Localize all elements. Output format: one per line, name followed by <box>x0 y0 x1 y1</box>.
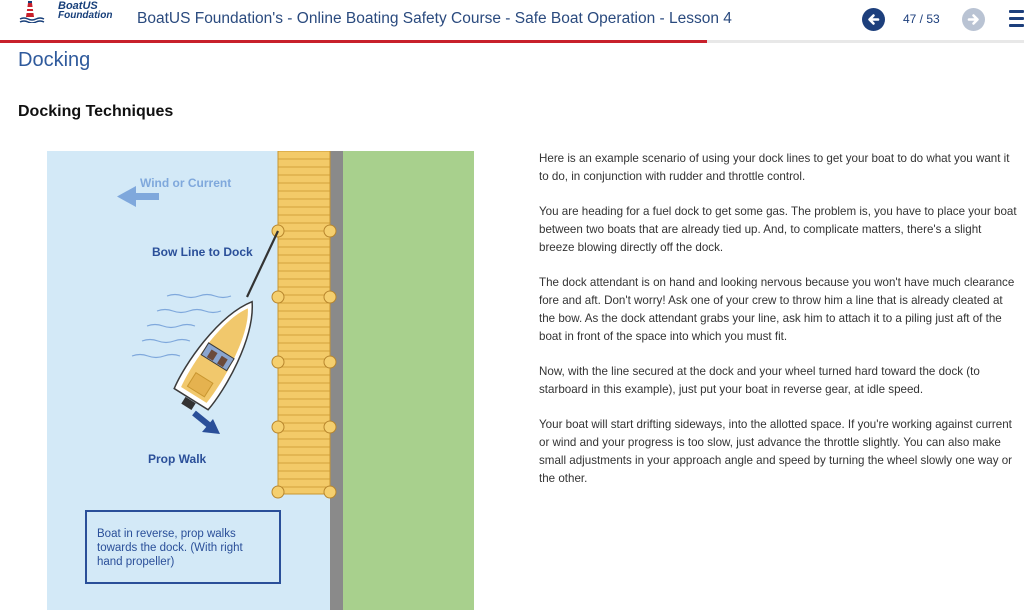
menu-bar-bottom <box>1009 24 1024 27</box>
paragraph-1: Here is an example scenario of using your dock lines to get your boat to do what you want it to do, in conjunction with rudder and throttle control. <box>539 152 1010 183</box>
logo-line-1: BoatUS <box>58 0 98 12</box>
page-heading: Docking Techniques <box>18 103 174 120</box>
paragraph-4: Now, with the line secured at the dock and your wheel turned hard toward the dock (to starboard in this example), just put your boat in reverse gear, at idle speed. <box>539 365 980 396</box>
wind-label: Wind or Current <box>140 176 232 190</box>
next-page-button[interactable] <box>962 8 985 31</box>
hamburger-menu-button[interactable] <box>1009 10 1024 29</box>
shore-grass <box>343 151 474 610</box>
section-title: Docking <box>18 49 91 71</box>
lighthouse-logo-icon <box>18 1 58 23</box>
prop-walk-label: Prop Walk <box>148 452 207 466</box>
logo-line-2: Foundation <box>58 10 113 21</box>
dock-planks <box>278 151 330 494</box>
caption-line-3: hand propeller) <box>97 556 175 568</box>
course-title: BoatUS Foundation's - Online Boating Safety Course - Safe Boat Operation - Lesson 4 <box>137 10 732 27</box>
caption-line-1: Boat in reverse, prop walks <box>97 528 236 540</box>
page-indicator: 47 / 53 <box>903 12 940 26</box>
boatus-foundation-logo[interactable] <box>18 0 113 23</box>
menu-bar-top <box>1009 10 1024 13</box>
caption-line-2: towards the dock. (With right <box>97 542 243 554</box>
dock-edge <box>330 151 343 610</box>
logo-wordmark <box>58 1 112 21</box>
course-progress-bar <box>0 40 1024 43</box>
lesson-body-text <box>539 150 1019 505</box>
paragraph-5: Your boat will start drifting sideways, into the allotted space. If you're working against current or wind and your progress is too slow, just advance the throttle slightly. You can also make small adjustments in your approach angle and speed by turning the wheel slowly one way or the other. <box>539 418 1013 485</box>
bow-line-label: Bow Line to Dock <box>152 245 253 259</box>
course-progress-fill <box>0 40 707 43</box>
arrow-right-icon <box>966 12 981 27</box>
docking-diagram-illustration <box>47 151 474 610</box>
previous-page-button[interactable] <box>862 8 885 31</box>
paragraph-2: You are heading for a fuel dock to get some gas. The problem is, you have to place your boat between two boats that are already tied up. And, to complicate matters, there's a slight breeze blowing directly off the dock. <box>539 205 1017 254</box>
top-bar <box>0 0 1024 41</box>
docking-diagram <box>47 151 474 610</box>
menu-bar-middle <box>1009 17 1024 20</box>
arrow-left-icon <box>866 12 881 27</box>
paragraph-3: The dock attendant is on hand and looking nervous because you won't have much clearance fore and aft. Don't worry! Ask one of your crew to throw him a line that is already cleated at the bow. As the dock attendant grabs your line, ask him to attach it to a piling just aft of the boat in front of the space into which you must fit. <box>539 276 1015 343</box>
